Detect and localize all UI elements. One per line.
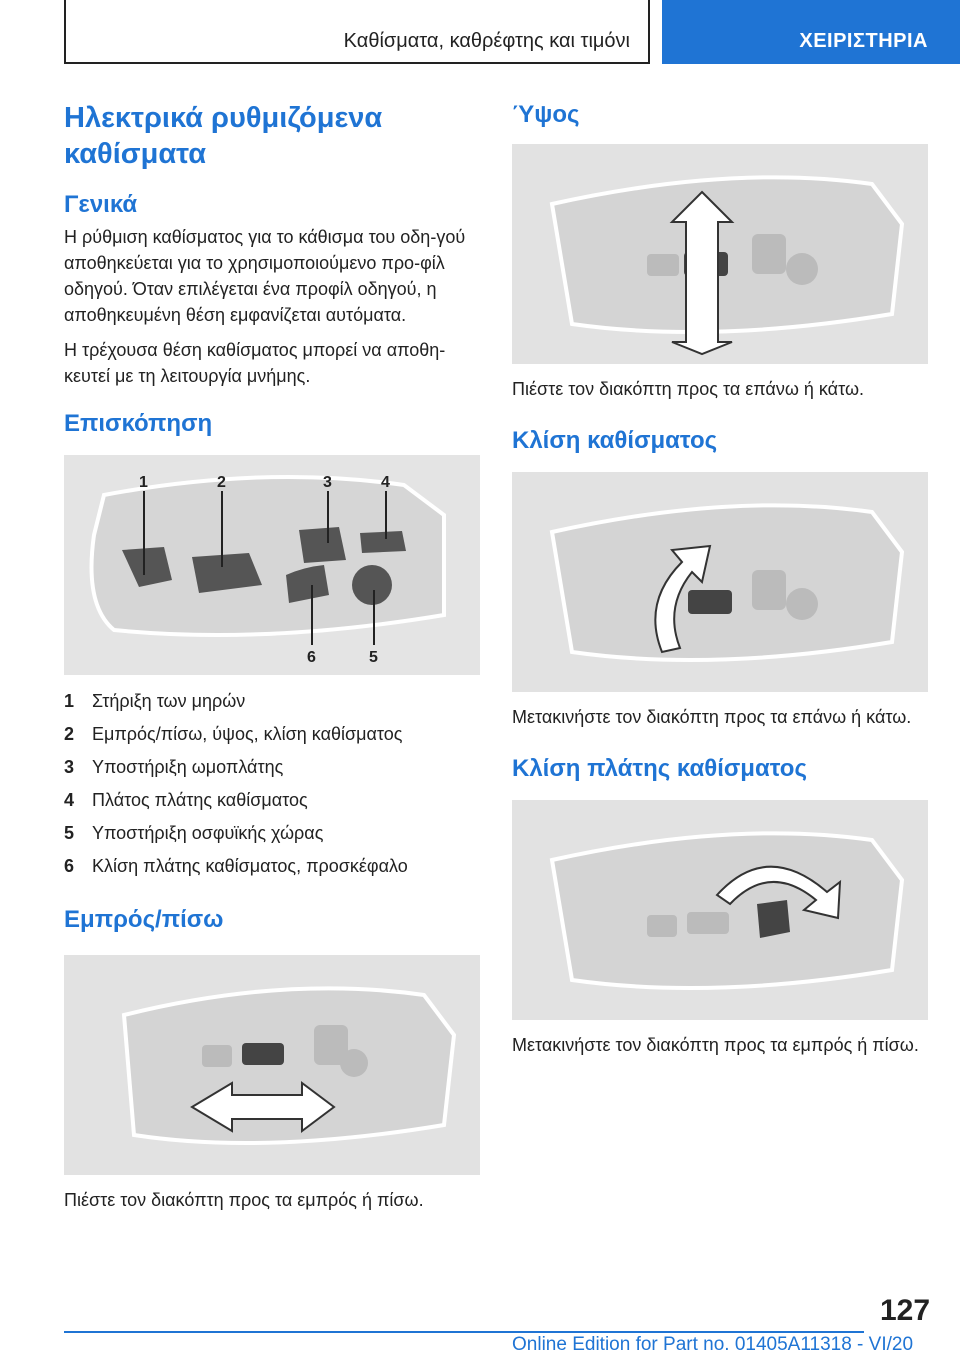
seat-tilt-text: Μετακινήστε τον διακόπτη προς τα επάνω ή κάτω. bbox=[512, 707, 912, 727]
seat-tilt-illustration bbox=[512, 472, 928, 692]
page-number: 127 bbox=[880, 1294, 931, 1327]
overview-legend bbox=[64, 685, 480, 883]
general-paragraph-1: Η ρύθμιση καθίσματος για το κάθισμα του οδη-γού αποθηκεύεται για το χρησιμοποιούμενο προ-φίλ οδηγού. Όταν επιλέγεται ένα προφίλ οδηγού, η αποθηκευμένη θέση εμφανίζεται αυτόματα. bbox=[64, 227, 466, 325]
overview-figure bbox=[64, 455, 480, 675]
backrest-tilt-figure bbox=[512, 800, 928, 1020]
left-column bbox=[64, 100, 480, 1213]
general-heading: Γενικά bbox=[64, 191, 138, 218]
legend-item: 6 Κλίση πλάτης καθίσματος, προσκέφαλο bbox=[64, 856, 408, 876]
height-text: Πιέστε τον διακόπτη προς τα επάνω ή κάτω. bbox=[512, 379, 865, 399]
backrest-tilt-text: Μετακινήστε τον διακόπτη προς τα εμπρός ή πίσω. bbox=[512, 1035, 919, 1055]
seat-tilt-figure bbox=[512, 472, 928, 692]
forward-back-illustration bbox=[64, 955, 480, 1175]
callout-1: 1 bbox=[139, 474, 148, 491]
header-section-tab bbox=[662, 0, 960, 64]
forward-back-text: Πιέστε τον διακόπτη προς τα εμπρός ή πίσω. bbox=[64, 1190, 424, 1210]
legend-item: 5 Υποστήριξη οσφυϊκής χώρας bbox=[64, 823, 324, 843]
footer-divider bbox=[64, 1331, 864, 1333]
backrest-tilt-illustration bbox=[512, 800, 928, 1020]
height-figure bbox=[512, 144, 928, 364]
callout-4: 4 bbox=[381, 474, 390, 491]
height-heading: Ύψος bbox=[512, 101, 580, 128]
backrest-tilt-heading: Κλίση πλάτης καθίσματος bbox=[512, 755, 807, 782]
legend-item: 2 Εμπρός/πίσω, ύψος, κλίση καθίσματος bbox=[64, 724, 403, 744]
seat-controls-illustration bbox=[64, 455, 480, 675]
overview-heading: Επισκόπηση bbox=[64, 410, 213, 437]
forward-back-heading: Εμπρός/πίσω bbox=[64, 906, 224, 933]
callout-6: 6 bbox=[307, 649, 316, 666]
callout-5: 5 bbox=[369, 649, 378, 666]
header-chapter-title: Καθίσματα, καθρέφτης και τιμόνι bbox=[343, 30, 630, 52]
callout-3: 3 bbox=[323, 474, 332, 491]
header-section-title: ΧΕΙΡΙΣΤΗΡΙΑ bbox=[799, 30, 928, 52]
legend-item: 4 Πλάτος πλάτης καθίσματος bbox=[64, 790, 308, 810]
page-title: Ηλεκτρικά ρυθμιζόμενα καθίσματα bbox=[64, 102, 383, 170]
footer-edition: Online Edition for Part no. 01405A11318 - VI/20 bbox=[512, 1334, 914, 1355]
height-illustration bbox=[512, 144, 928, 364]
forward-back-figure bbox=[64, 955, 480, 1175]
legend-item: 1 Στήριξη των μηρών bbox=[64, 691, 246, 711]
seat-tilt-heading: Κλίση καθίσματος bbox=[512, 427, 718, 454]
general-paragraph-2: Η τρέχουσα θέση καθίσματος μπορεί να αποθη-κευτεί με τη λειτουργία μνήμης. bbox=[64, 340, 446, 386]
header-chapter-box bbox=[64, 0, 650, 64]
legend-item: 3 Υποστήριξη ωμοπλάτης bbox=[64, 757, 284, 777]
shoulder-support-switch bbox=[299, 527, 346, 563]
lumbar-support-knob bbox=[352, 565, 392, 605]
backrest-width-switch bbox=[360, 531, 406, 553]
right-column bbox=[512, 100, 928, 1058]
callout-2: 2 bbox=[217, 474, 226, 491]
